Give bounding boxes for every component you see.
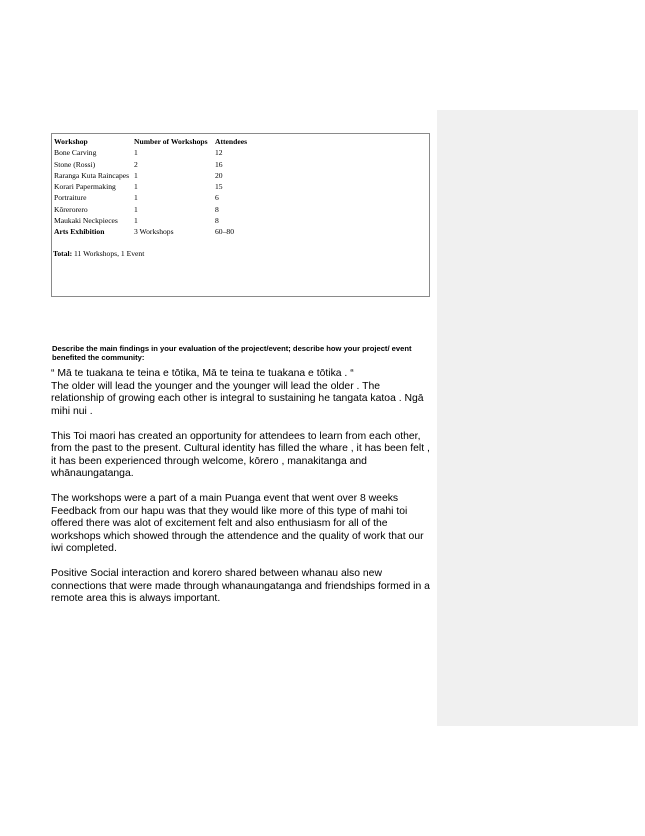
workshop-count: 1 xyxy=(134,193,138,203)
workshop-count: 1 xyxy=(134,216,138,226)
answer-paragraph-4: Positive Social interaction and korero shared between whanau also new connections that were made through whanaungatanga and friendships formed in a remote area this is always important. xyxy=(51,568,430,604)
header-attendees: Attendees xyxy=(215,137,248,146)
table-row xyxy=(53,147,247,158)
workshop-table-box xyxy=(51,133,430,297)
workshop-name: Bone Carving xyxy=(54,148,97,158)
table-row xyxy=(53,181,247,192)
question-heading: Describe the main findings in your evaluation of the project/event; describe how your project/ event benefited the community: xyxy=(52,344,412,363)
workshop-count: 1 xyxy=(134,182,138,192)
answer-paragraph-2: This Toi maori has created an opportunity for attendees to learn from each other, from the past to the present. Cultural identity has filled the whare , it has been felt , it has been experienced through welcome, kōrero , manakitanga and whānaungatanga. xyxy=(51,430,430,479)
workshop-name: Stone (Rossi) xyxy=(54,159,96,169)
paragraph-3-first-line: The workshops were a part of a main Puanga event that went over 8 weeks xyxy=(51,493,399,504)
table-row xyxy=(53,215,247,226)
table-header-row xyxy=(53,136,247,147)
workshop-attendees: 8 xyxy=(215,204,219,214)
workshop-count: 2 xyxy=(134,159,138,169)
workshop-count: 3 Workshops xyxy=(134,227,174,237)
total-label: Total: xyxy=(53,248,73,258)
workshop-name: Kōrerorero xyxy=(54,204,88,214)
table-row xyxy=(53,192,247,203)
table-row xyxy=(53,159,247,170)
answer-paragraph-3 xyxy=(51,493,435,556)
table-row xyxy=(53,170,247,181)
workshop-table xyxy=(53,136,247,238)
workshop-attendees: 6 xyxy=(215,193,219,203)
workshop-attendees: 20 xyxy=(215,170,223,180)
total-value: 11 Workshops, 1 Event xyxy=(72,248,145,258)
workshop-attendees: 60–80 xyxy=(215,227,234,237)
comment-pane xyxy=(437,110,638,726)
workshop-attendees: 12 xyxy=(215,148,223,158)
workshop-name: Portraiture xyxy=(54,193,87,203)
workshop-count: 1 xyxy=(134,170,138,180)
workshop-count: 1 xyxy=(134,204,138,214)
answer-body xyxy=(51,368,435,618)
table-total xyxy=(53,248,429,259)
whakatauki-translation: The older will lead the younger and the younger will lead the older . The relationship of growing each other is integral to sustaining he tangata katoa . Ngā mihi nui . xyxy=(51,380,424,417)
paragraph-3-rest: Feedback from our hapu was that they would like more of this type of mahi toi offered there was alot of excitement felt and also enthusiasm for all of the workshops which showed through the attendence and the quality of work that our iwi completed. xyxy=(51,505,424,554)
header-number-of-workshops: Number of Workshops xyxy=(134,137,208,146)
workshop-name: Arts Exhibition xyxy=(54,227,105,237)
workshop-attendees: 16 xyxy=(215,159,223,169)
workshop-name: Raranga Kuta Raincapes xyxy=(54,170,130,180)
table-row xyxy=(53,226,247,237)
header-workshop: Workshop xyxy=(54,137,88,146)
answer-paragraph-1 xyxy=(51,368,435,418)
whakatauki-line: “ Mā te tuakana te teina e tōtika, Mā te teina te tuakana e tōtika . “ xyxy=(51,368,354,379)
workshop-name: Korari Papermaking xyxy=(54,182,116,192)
workshop-name: Maukaki Neckpieces xyxy=(54,216,118,226)
workshop-count: 1 xyxy=(134,148,138,158)
workshop-attendees: 15 xyxy=(215,182,223,192)
table-row xyxy=(53,204,247,215)
workshop-attendees: 8 xyxy=(215,216,219,226)
